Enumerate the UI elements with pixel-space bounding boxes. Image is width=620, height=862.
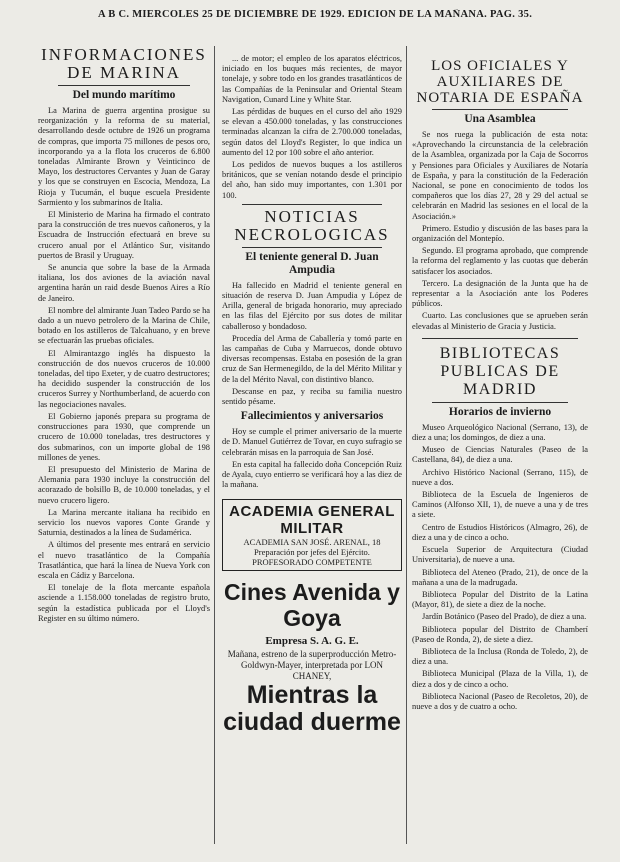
subtitle-fallecimientos: Fallecimientos y aniversarios [240,410,384,423]
library-entry: Centro de Estudios Históricos (Almagro, 26), de diez a una y de cinco a ocho. [412,522,588,542]
library-entry: Biblioteca del Ateneo (Prado, 21), de once de la mañana a una de la madrugada. [412,567,588,587]
article-paragraph: El presupuesto del Ministerio de Marina de Alemania para 1930 incluye la construcción del acorazado de bolsillo B, de 10.000 toneladas, y el nuevo crucero ligero. [38,464,210,505]
article-paragraph: Las pérdidas de buques en el curso del año 1929 se elevan a 450.000 toneladas, y las construcciones terminadas alcanzan la cifra de 2.700.000 toneladas, según datos del Lloyd's Register, lo que indica un aumento del 12 por 100 sobre el año anterior. [222,107,402,157]
article-paragraph: Ha fallecido en Madrid el teniente general en situación de reserva D. Juan Ampudia y López de Arilla, general de brigada honorario, muy apreciado en las filas del Ejército por sus dotes de militar caballeroso y bondadoso. [222,280,402,331]
article-paragraph: Cuarto. Las conclusiones que se aprueben serán elevadas al Ministerio de Gracia y Justicia. [412,311,588,331]
library-entry: Museo de Ciencias Naturales (Paseo de la Castellana, 84), de diez a una. [412,445,588,465]
article-paragraph: El tonelaje de la flota mercante española asciende a 1.158.000 toneladas de registro bruto, según la estadística publicada por el Lloyd's Register en su último número. [38,583,210,623]
subtitle-mundo-maritimo: Del mundo marítimo [72,89,176,101]
article-paragraph: Los pedidos de nuevos buques a los astilleros británicos, que se venían notando desde el principio del año, han sido muy importantes, con 1.301 por 100. [222,160,402,200]
section-title-notaria: LOS OFICIALES Y AUXILIARES DE NOTARIA DE ESPAÑA [416,58,584,106]
library-entry: Biblioteca Popular del Distrito de la Latina (Mayor, 81), de siete a diez de la noche. [412,589,588,610]
divider [242,204,382,205]
article-paragraph: A últimos del presente mes entrará en servicio el nuevo trasatlántico de la Compañía Trasatlántica, que hará la línea de Nueva York con escala en Cádiz y Barcelona. [38,540,210,580]
ad-line: ACADEMIA SAN JOSÉ. ARENAL, 18 [243,536,381,547]
library-entry: Biblioteca Nacional (Paseo de Recoletos, 20), de nueve a dos y de cuatro a ocho. [412,691,588,711]
section-title-bibliotecas: BIBLIOTECAS PUBLICAS DE MADRID [439,344,561,398]
cinema-advertisement [222,579,402,736]
academia-advertisement [222,499,402,571]
article-paragraph: ... de motor; el empleo de los aparatos eléctricos, iniciado en los buques más recientes, de mayor tonelaje, y sobre todo en los grandes trasatlánticos de las Compañías de la Peninsular and Oriental Steam Navigation, Cunard Line y White Star. [222,54,402,104]
column-marina [38,46,210,844]
library-entry: Museo Arqueológico Nacional (Serrano, 13), de diez a una; los domingos, de diez a una. [412,422,588,443]
column-rule-2 [406,46,407,844]
article-paragraph: Se nos ruega la publicación de esta nota: «Aprovechando la circunstancia de la celebración de la Asamblea, organizada por la Caja de Socorros y Pensiones para Oficiales y Auxiliares de Notaría de España, y para la constitución de la Federación Nacional, se pone en conocimiento de todos los compañeros que los días 27, 28 y 29 del actual se celebrarán en Madrid las sesiones en el local de la Asociación.» [412,130,588,221]
divider [242,247,382,248]
article-paragraph: Hoy se cumple el primer aniversario de la muerte de D. Manuel Gutiérrez de Tovar, en cuyo sufragio se celebrarán misas en la parroquia de San José. [222,427,402,457]
section-title-necrologicas: NOTICIAS NECROLOGICAS [234,206,390,244]
article-paragraph: Primero. Estudio y discusión de las bases para la organización del Montepío. [412,223,588,244]
library-entry: Escuela Superior de Arquitectura (Ciudad Universitaria), de nueve a una. [412,545,588,565]
cinema-name: Cines Avenida y Goya [224,578,400,631]
film-title: Mientras la ciudad duerme [223,680,401,736]
library-entry: Biblioteca de la Escuela de Ingenieros de Caminos (Alfonso XII, 1), de nueve a una y de tres a siete. [412,490,588,520]
article-paragraph: Tercero. La designación de la Junta que ha de representar a la Asociación ante los Poderes públicos. [412,278,588,309]
article-paragraph: El nombre del almirante Juan Tadeo Pardo se ha dado a un nuevo petrolero de la Marina de Chile, botado en los astilleros de Talcahuano, y en breve se efectuarán las pruebas oficiales. [38,305,210,346]
article-paragraph: La Marina de guerra argentina prosigue su reorganización y la reforma de su material, desarrollando desde octubre de 1926 un programa de compras, que importa 75 millones de pesos oro, incorporando ya a la flota los cruceros de 6.800 toneladas Almirante Brown y Veinticinco de Mayo, los destructores Cervantes y Juan de Garay y los que se construyen en Escocia, Mendoza, La Rioja y Tucumán, el buque escuela Presidente Sarmiento y los submarinos de Italia. [38,106,210,207]
divider [432,109,568,110]
article-paragraph: El Almirantazgo inglés ha dispuesto la construcción de dos nuevos cruceros de 10.000 toneladas, del tipo Exeter, y de cuatro destructores; ha decidido suspender la construcción de los cruceros Surrey y Northumberland, de acuerdo con las negociaciones navales. [38,348,210,409]
subtitle-ampudia: El teniente general D. Juan Ampudia [245,250,379,276]
subtitle-asamblea: Una Asamblea [464,113,536,125]
divider [58,85,190,86]
article-paragraph: La Marina mercante italiana ha recibido en servicio los nuevos vapores Conte Grande y Saturnia, destinados a la línea de Sudamérica. [38,507,210,538]
article-paragraph: Segundo. El programa aprobado, que comprende la reforma del reglamento y las cuotas que deberán satisfacer los asociados. [412,246,588,276]
article-paragraph: Descanse en paz, y reciba su familia nuestro sentido pésame. [222,386,402,407]
section-title-marina: INFORMACIONES DE MARINA [41,46,207,82]
article-paragraph: Se anuncia que sobre la base de la Armada italiana, los dos aviones de la aviación naval argentina harán un raid desde Buenos Aires a Río de Janeiro. [38,263,210,303]
library-entry: Archivo Histórico Nacional (Serrano, 115), de nueve a dos. [412,467,588,487]
divider [422,338,578,339]
article-paragraph: El Ministerio de Marina ha firmado el contrato para la construcción de tres nuevos cañoneros, y la Escuadra de Instrucción efectuará en breve su crucero anual por el Atlántico Sur, visitando puertos de Brasil y Uruguay. [38,210,210,260]
article-paragraph: Procedía del Arma de Caballería y tomó parte en las campañas de Cuba y Marruecos, donde obtuvo diversas recompensas. Estaba en posesión de la gran cruz de San Hermenegildo, de la del Mérito Militar y de la del Mérito Naval, con distintivo blanco. [222,333,402,384]
article-paragraph: El Gobierno japonés prepara su programa de construcciones para 1930, que comprende un crucero de 10.000 toneladas, tres destructores y dos submarinos, con un importe global de 198 millones de yenes. [38,411,210,462]
cinema-line: Mañana, estreno de la superproducción Metro-Goldwyn-Mayer, interpretada por LON CHANEY, [227,648,397,681]
ad-name: ACADEMIA GENERAL MILITAR [229,502,395,537]
subtitle-horarios: Horarios de invierno [448,405,552,418]
column-rule-1 [214,46,215,844]
column-notaria [412,58,588,844]
ad-line-2: Preparación por jefes del Ejército. PROFESORADO COMPETENTE [252,546,372,567]
column-necrologicas [222,54,402,844]
library-entry: Biblioteca de la Inclusa (Ronda de Toledo, 2), de diez a una. [412,646,588,667]
library-entry: Biblioteca Municipal (Plaza de la Villa, 1), de diez a dos y de cinco a ocho. [412,669,588,689]
page-header: A B C. MIERCOLES 25 DE DICIEMBRE DE 1929. EDICION DE LA MAÑANA. PAG. 35. [98,9,533,20]
library-entry: Jardín Botánico (Paseo del Prado), de diez a una. [422,612,587,622]
article-paragraph: En esta capital ha fallecido doña Concepción Ruiz de Ayala, cuyo entierro se verificará hoy a las diez de la mañana. [222,459,402,490]
divider [432,402,568,403]
cinema-company: Empresa S. A. G. E. [265,634,359,647]
library-entry: Biblioteca popular del Distrito de Chamberí (Paseo de Ronda, 2), de siete a diez. [412,624,588,644]
